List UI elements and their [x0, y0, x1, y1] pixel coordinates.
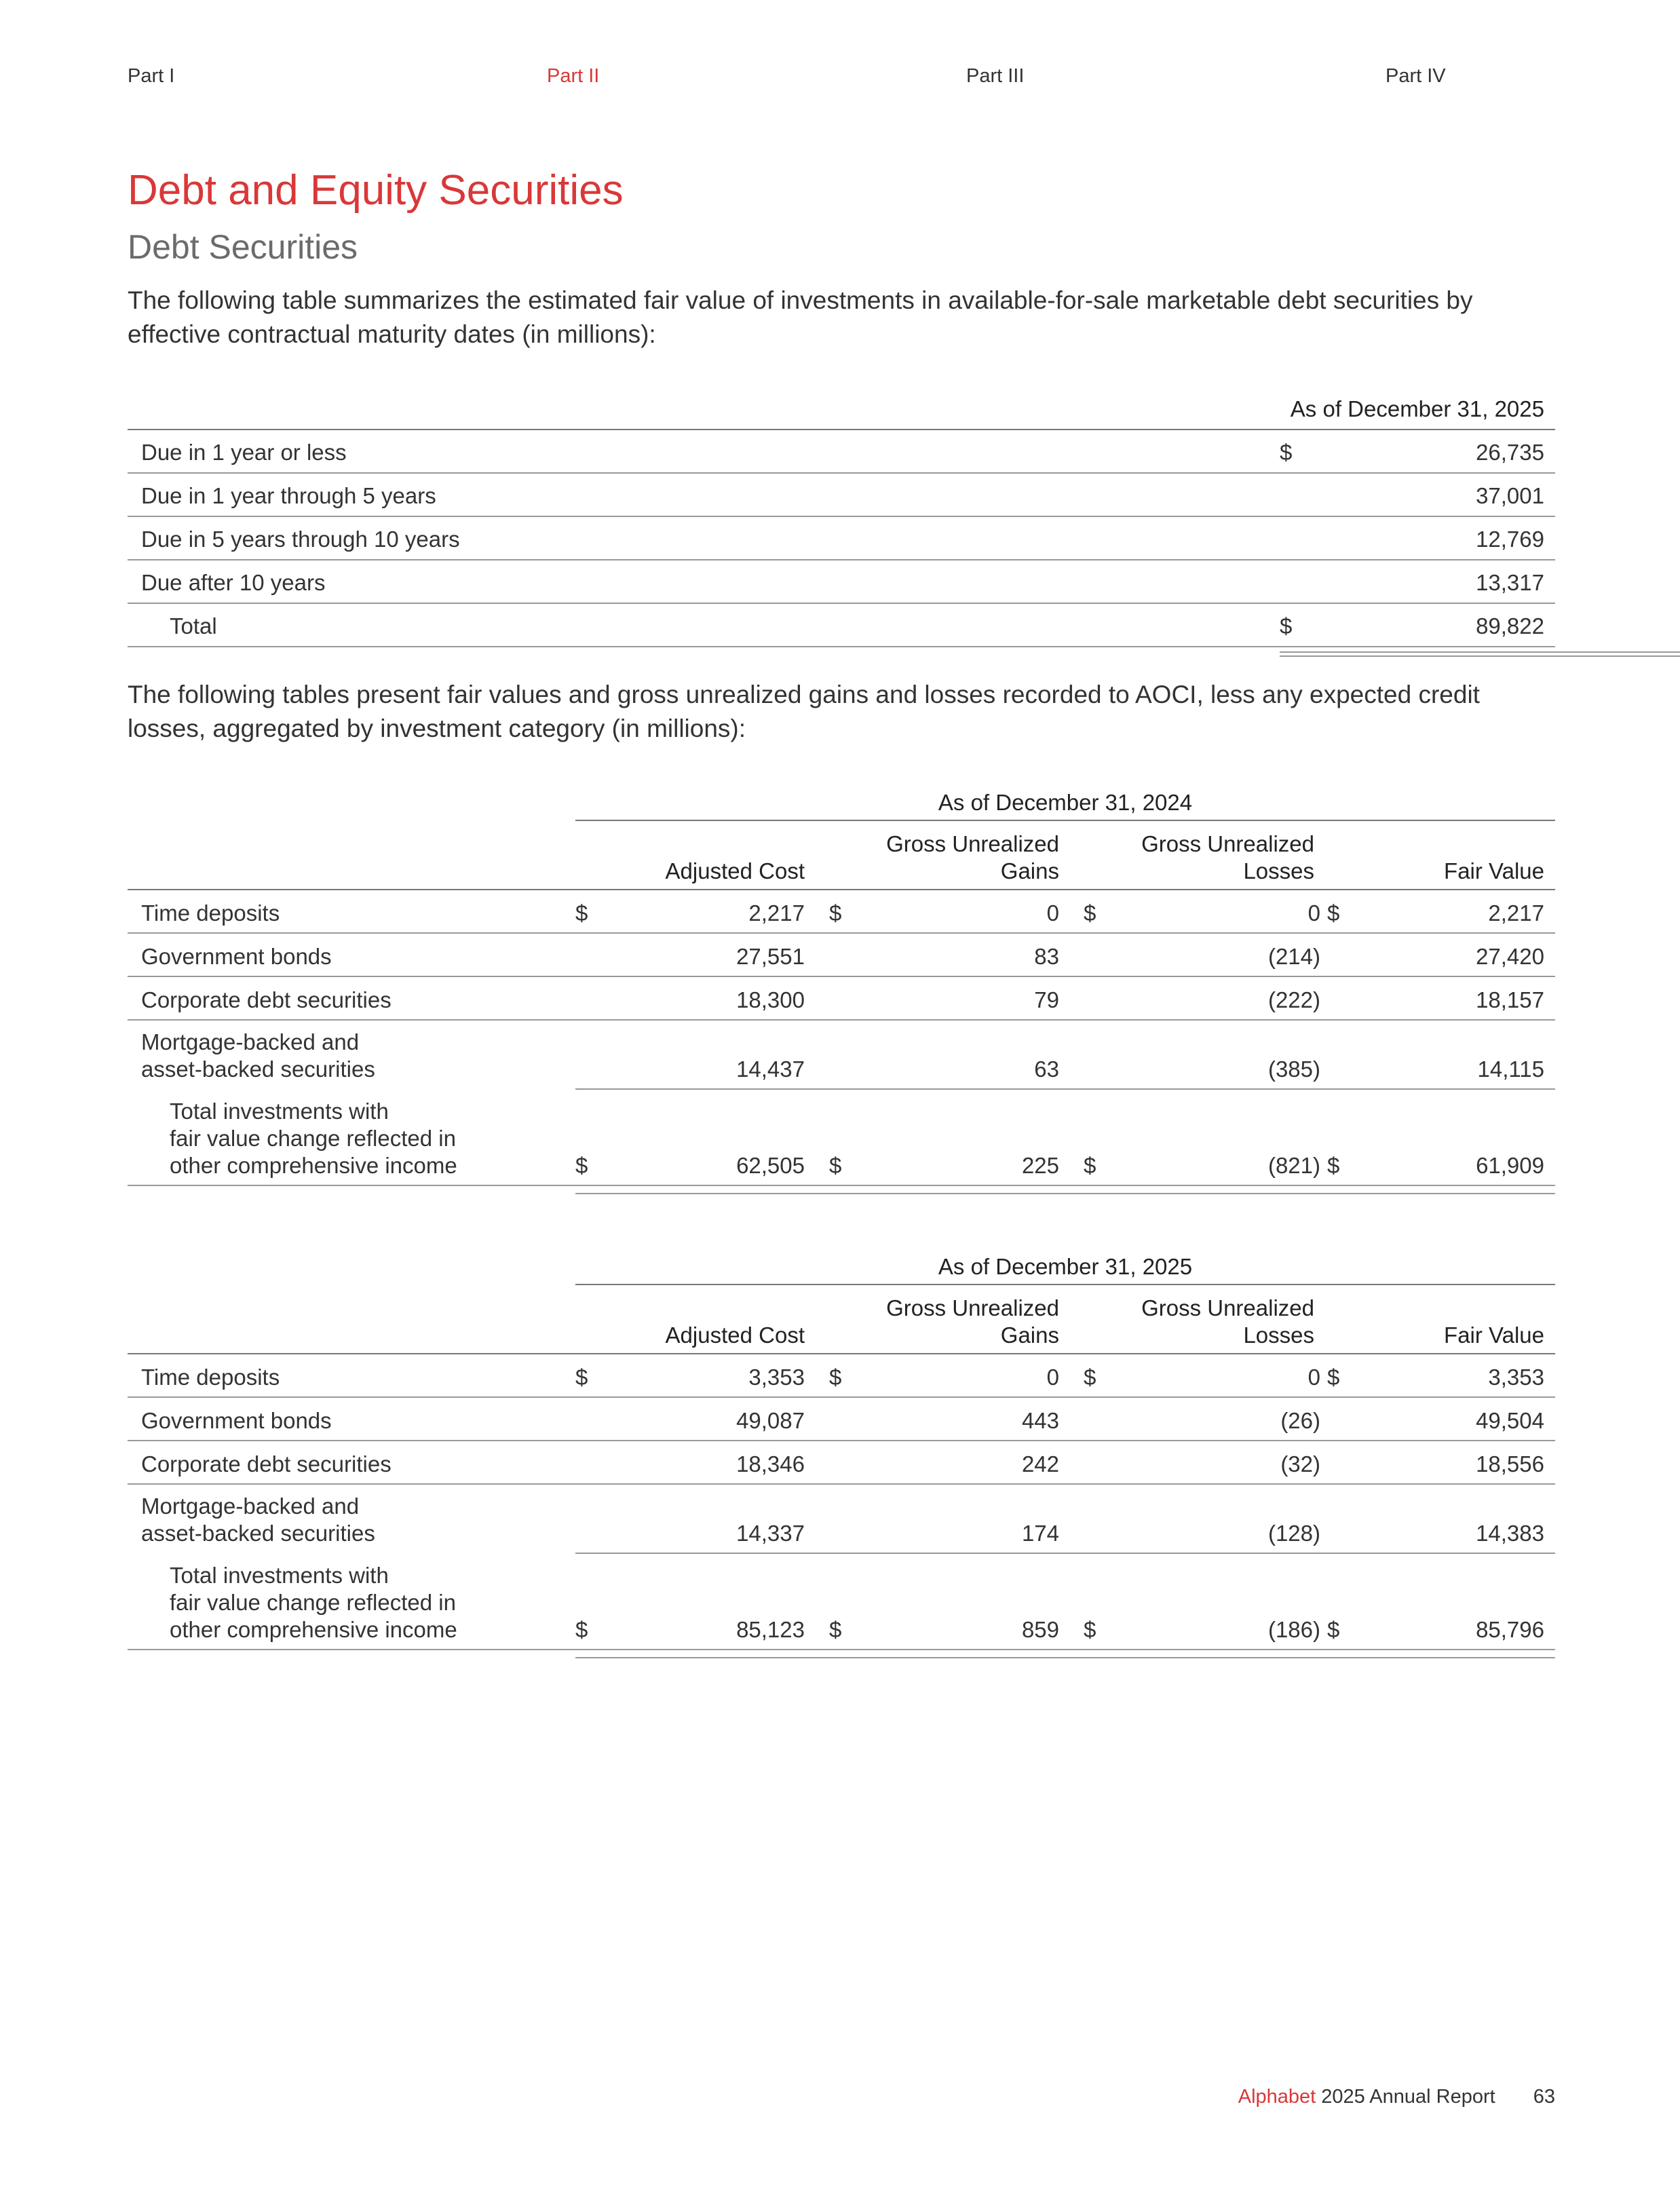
currency-symbol: $	[829, 1617, 842, 1642]
row-value: 13,317	[1476, 570, 1544, 595]
row-label: Corporate debt securities	[141, 987, 392, 1012]
adjusted-cost-header: Adjusted Cost	[665, 858, 805, 883]
currency-symbol: $	[829, 1153, 842, 1178]
currency-symbol: $	[575, 1365, 588, 1390]
gains-value: 63	[1034, 1057, 1059, 1082]
row-label: Corporate debt securities	[141, 1451, 392, 1477]
currency-symbol: $	[575, 900, 588, 926]
period-label: As of December 31, 2025	[938, 1254, 1193, 1279]
losses-value: (32)	[1280, 1451, 1320, 1477]
currency-symbol: $	[1084, 900, 1096, 926]
table-row	[128, 560, 1555, 604]
double-underline	[1280, 651, 1680, 657]
losses-value: (128)	[1267, 1521, 1320, 1546]
page-title: Debt and Equity Securities	[128, 167, 624, 214]
currency-symbol: $	[1327, 1617, 1340, 1642]
maturity-intro-text: The following table summarizes the estimated fair value of investments in available-for-sale marketable debt securities by effective contractual maturity dates (in millions):	[128, 286, 1473, 348]
gains-value: 242	[1021, 1451, 1059, 1477]
page-footer	[1238, 2086, 1555, 2108]
fair-value-value: 18,157	[1476, 987, 1544, 1012]
fair-value-value: 3,353	[1488, 1365, 1544, 1390]
table-row	[128, 1021, 1555, 1090]
losses-value: 0	[1307, 900, 1320, 926]
currency-symbol: $	[575, 1153, 588, 1178]
losses-header: Gross Unrealized Losses	[1141, 1295, 1314, 1348]
fair-value-header: Fair Value	[1444, 1322, 1544, 1348]
gains-value: 859	[1021, 1617, 1059, 1642]
losses-value: (186)	[1267, 1617, 1320, 1642]
fair-value-value: 85,796	[1476, 1617, 1544, 1642]
page-number: 63	[1533, 2086, 1555, 2108]
currency-symbol: $	[575, 1617, 588, 1642]
gains-value: 443	[1021, 1408, 1059, 1433]
row-label: Due in 5 years through 10 years	[141, 527, 460, 552]
securities-table-2025	[128, 1246, 1555, 1658]
table-row	[128, 430, 1555, 474]
table-row	[128, 934, 1555, 977]
period-header	[128, 1246, 1555, 1285]
table-row	[128, 1398, 1555, 1441]
nav-part-2[interactable]: Part II	[547, 65, 600, 87]
column-headers	[128, 821, 1555, 890]
gains-value: 174	[1021, 1521, 1059, 1546]
adjusted-cost-value: 18,300	[736, 987, 805, 1012]
nav-part-1[interactable]: Part I	[128, 65, 175, 87]
adjusted-cost-value: 85,123	[736, 1617, 805, 1642]
fair-value-value: 49,504	[1476, 1408, 1544, 1433]
row-label: Time deposits	[141, 1365, 280, 1390]
gains-header: Gross Unrealized Gains	[886, 831, 1059, 883]
fair-value-value: 27,420	[1476, 944, 1544, 969]
total-row	[128, 1554, 1555, 1650]
table-row	[128, 517, 1555, 560]
row-label: Due after 10 years	[141, 570, 326, 595]
currency-symbol: $	[1327, 1365, 1340, 1390]
currency-symbol: $	[1280, 613, 1293, 639]
row-value: 12,769	[1476, 527, 1544, 552]
fair-value-value: 61,909	[1476, 1153, 1544, 1178]
row-value: 26,735	[1476, 440, 1544, 465]
period-label: As of December 31, 2024	[938, 790, 1193, 815]
total-row	[128, 604, 1555, 647]
losses-value: (385)	[1267, 1057, 1320, 1082]
gains-header: Gross Unrealized Gains	[886, 1295, 1059, 1348]
row-label: Total investments with fair value change reflected in other comprehensive income	[170, 1099, 457, 1178]
row-label: Due in 1 year through 5 years	[141, 483, 436, 508]
adjusted-cost-header: Adjusted Cost	[665, 1322, 805, 1348]
maturity-header-label: As of December 31, 2025	[1290, 396, 1544, 421]
losses-value: (821)	[1267, 1153, 1320, 1178]
gains-value: 0	[1046, 1365, 1059, 1390]
currency-symbol: $	[1084, 1617, 1096, 1642]
gains-value: 83	[1034, 944, 1059, 969]
row-label: Total	[170, 613, 217, 639]
table-row	[128, 1441, 1555, 1485]
nav-part-3[interactable]: Part III	[966, 65, 1025, 87]
row-label: Government bonds	[141, 944, 332, 969]
currency-symbol: $	[829, 1365, 842, 1390]
brand-name: Alphabet	[1238, 2086, 1316, 2108]
maturity-table-header	[128, 387, 1555, 430]
double-underline	[575, 1654, 1555, 1658]
currency-symbol: $	[829, 900, 842, 926]
report-title: 2025 Annual Report	[1321, 2086, 1495, 2108]
total-row	[128, 1090, 1555, 1186]
row-label: Government bonds	[141, 1408, 332, 1433]
gains-value: 225	[1021, 1153, 1059, 1178]
losses-value: (26)	[1280, 1408, 1320, 1433]
aoci-intro-text: The following tables present fair values and gross unrealized gains and losses recorded to AOCI, less any expected credit losses, aggregated by investment category (in millions):	[128, 681, 1480, 742]
column-headers	[128, 1285, 1555, 1354]
securities-table-2024	[128, 782, 1555, 1194]
row-value: 89,822	[1476, 613, 1544, 639]
gains-value: 0	[1046, 900, 1059, 926]
double-underline	[575, 1190, 1555, 1194]
table-row	[128, 1485, 1555, 1554]
row-label: Mortgage-backed and asset-backed securities	[141, 1493, 375, 1546]
fair-value-value: 14,383	[1476, 1521, 1544, 1546]
currency-symbol: $	[1084, 1153, 1096, 1178]
adjusted-cost-value: 27,551	[736, 944, 805, 969]
losses-value: 0	[1307, 1365, 1320, 1390]
losses-header: Gross Unrealized Losses	[1141, 831, 1314, 883]
losses-value: (214)	[1267, 944, 1320, 969]
adjusted-cost-value: 14,337	[736, 1521, 805, 1546]
adjusted-cost-value: 18,346	[736, 1451, 805, 1477]
table-row	[128, 890, 1555, 934]
period-header	[128, 782, 1555, 821]
currency-symbol: $	[1280, 440, 1293, 465]
adjusted-cost-value: 2,217	[748, 900, 805, 926]
section-title: Debt Securities	[128, 228, 358, 266]
row-label: Mortgage-backed and asset-backed securities	[141, 1029, 375, 1082]
fair-value-value: 2,217	[1488, 900, 1544, 926]
maturity-table	[128, 387, 1555, 657]
gains-value: 79	[1034, 987, 1059, 1012]
fair-value-value: 18,556	[1476, 1451, 1544, 1477]
table-row	[128, 977, 1555, 1021]
row-label: Total investments with fair value change reflected in other comprehensive income	[170, 1563, 457, 1642]
row-value: 37,001	[1476, 483, 1544, 508]
currency-symbol: $	[1084, 1365, 1096, 1390]
table-row	[128, 474, 1555, 517]
fair-value-header: Fair Value	[1444, 858, 1544, 883]
table-row	[128, 1354, 1555, 1398]
adjusted-cost-value: 49,087	[736, 1408, 805, 1433]
adjusted-cost-value: 14,437	[736, 1057, 805, 1082]
row-label: Time deposits	[141, 900, 280, 926]
adjusted-cost-value: 62,505	[736, 1153, 805, 1178]
currency-symbol: $	[1327, 900, 1340, 926]
fair-value-value: 14,115	[1477, 1057, 1544, 1082]
losses-value: (222)	[1267, 987, 1320, 1012]
adjusted-cost-value: 3,353	[748, 1365, 805, 1390]
row-label: Due in 1 year or less	[141, 440, 347, 465]
nav-part-4[interactable]: Part IV	[1386, 65, 1446, 87]
currency-symbol: $	[1327, 1153, 1340, 1178]
top-navigation	[0, 65, 1680, 92]
